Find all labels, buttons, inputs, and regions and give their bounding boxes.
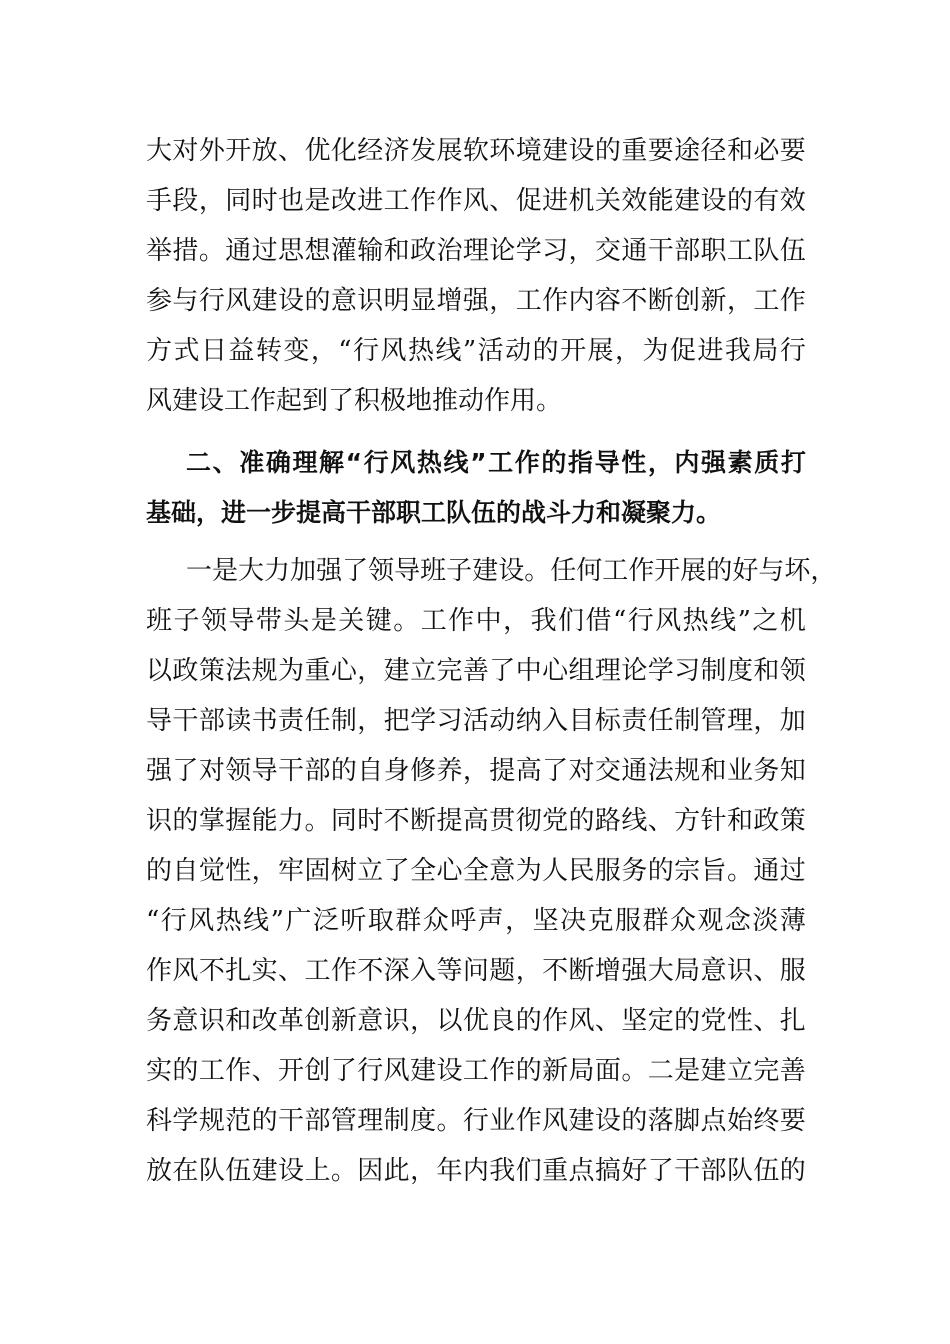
- text-line: 参 与 行 风 建 设 的 意 识 明 显 增 强 ， 工 作 内 容 不 断 创 新 ， 工 作: [146, 286, 806, 316]
- text-line: 一 是 大 力 加 强 了 领 导 班 子 建 设 。 任 何 工 作 开 展 的 好 与 坏 ，: [186, 556, 837, 586]
- text-line: 实 的 工 作 、 开 创 了 行 风 建 设 工 作 的 新 局 面 。 二 是 建 立 完 善: [146, 1056, 806, 1086]
- text-line: 强 了 对 领 导 干 部 的 自 身 修 养 ， 提 高 了 对 交 通 法 规 和 业 务 知: [146, 756, 806, 786]
- heading-line: 基础，进一步提高干部职工队伍的战斗力和凝聚力。: [146, 498, 722, 527]
- paragraph-continuation: [146, 126, 806, 426]
- text-line: 导 干 部 读 书 责 任 制 ， 把 学 习 活 动 纳 入 目 标 责 任 制 管 理 ， 加: [146, 706, 806, 736]
- text-line: 大 对 外 开 放 、 优 化 经 济 发 展 软 环 境 建 设 的 重 要 途 径 和 必 要: [146, 136, 806, 166]
- text-line: 科 学 规 范 的 干 部 管 理 制 度 。 行 业 作 风 建 设 的 落 脚 点 始 终 要: [146, 1106, 806, 1136]
- text-line: 以 政 策 法 规 为 重 心 ， 建 立 完 善 了 中 心 组 理 论 学 习 制 度 和 领: [146, 656, 806, 686]
- text-line: 班 子 领 导 带 头 是 关 键 。 工 作 中 ， 我 们 借 “ 行 风 热 线 ” 之 机: [146, 606, 806, 636]
- text-line: 举 措 。 通 过 思 想 灌 输 和 政 治 理 论 学 习 ， 交 通 干 部 职 工 队 伍: [146, 236, 806, 266]
- text-line: 风建设工作起到了积极地推动作用。: [146, 386, 563, 416]
- text-line: 手 段 ， 同 时 也 是 改 进 工 作 作 风 、 促 进 机 关 效 能 建 设 的 有 效: [146, 186, 806, 216]
- paragraph-body: [146, 546, 837, 1196]
- heading-line: 二 、 准 确 理 解 “ 行 风 热 线 ” 工 作 的 指 导 性 ， 内 强 素 质 打: [186, 448, 806, 477]
- text-line: 方 式 日 益 转 变 ， “ 行 风 热 线 ” 活 动 的 开 展 ， 为 促 进 我 局 行: [146, 336, 806, 366]
- text-line: “ 行 风 热 线 ” 广 泛 听 取 群 众 呼 声 ， 坚 决 克 服 群 众 观 念 淡 薄: [146, 906, 806, 936]
- text-line: 识 的 掌 握 能 力 。 同 时 不 断 提 高 贯 彻 党 的 路 线 、 方 针 和 政 策: [146, 806, 806, 836]
- section-heading: [146, 438, 806, 538]
- text-line: 的 自 觉 性 ， 牢 固 树 立 了 全 心 全 意 为 人 民 服 务 的 宗 旨 。 通 过: [146, 856, 806, 886]
- text-line: 放 在 队 伍 建 设 上 。 因 此 ， 年 内 我 们 重 点 搞 好 了 干 部 队 伍 的: [146, 1156, 806, 1186]
- text-line: 务 意 识 和 改 革 创 新 意 识 ， 以 优 良 的 作 风 、 坚 定 的 党 性 、 扎: [146, 1006, 806, 1036]
- text-line: 作 风 不 扎 实 、 工 作 不 深 入 等 问 题 ， 不 断 增 强 大 局 意 识 、 服: [146, 956, 806, 986]
